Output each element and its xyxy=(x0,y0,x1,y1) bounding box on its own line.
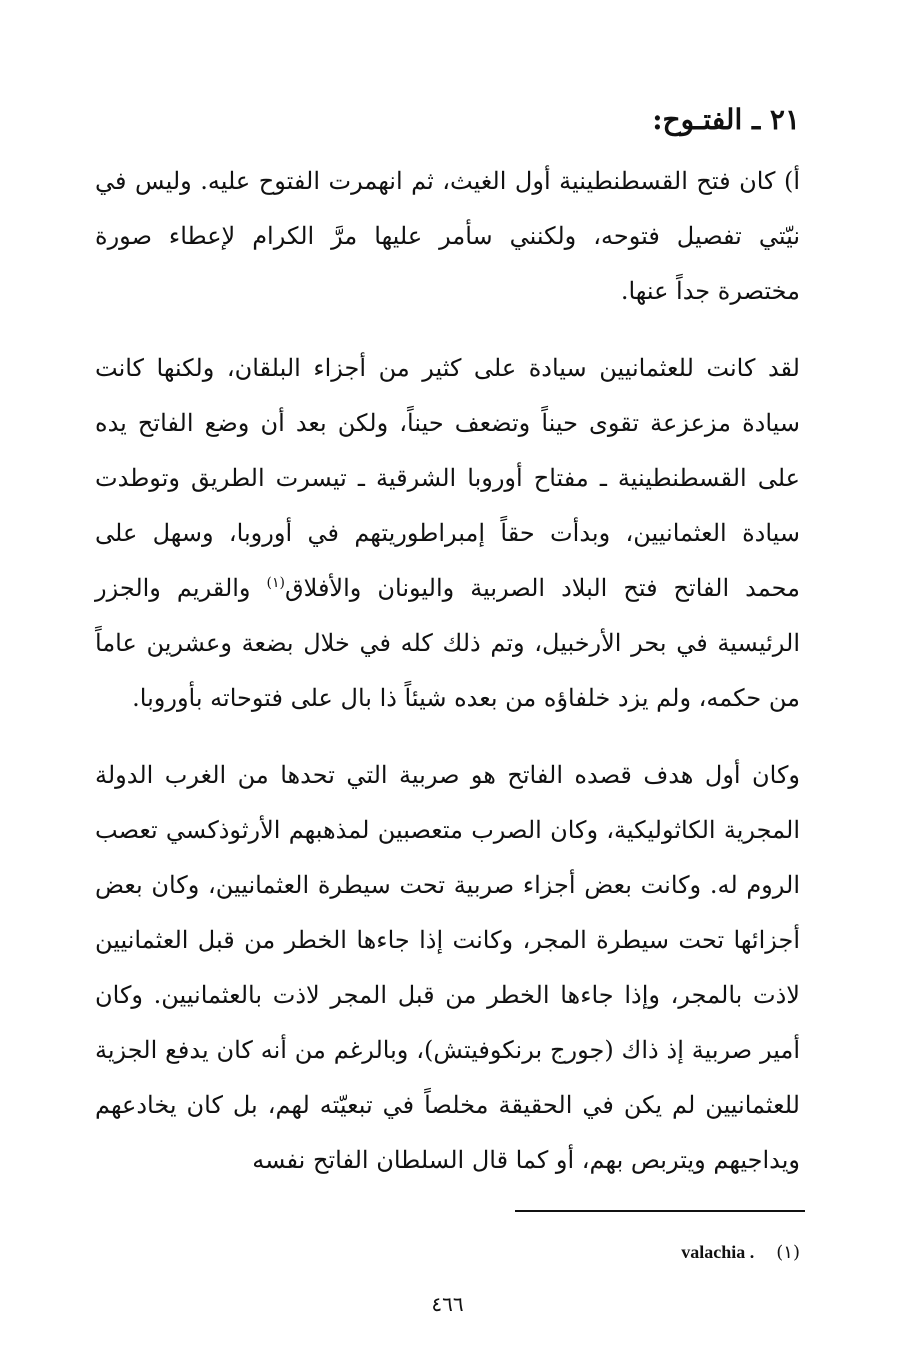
paragraph-2 xyxy=(95,341,800,726)
page-number: ٤٦٦ xyxy=(431,1292,464,1316)
section-heading: ٢١ ـ الفتـوح: xyxy=(652,103,800,136)
footnote xyxy=(681,1237,800,1268)
footnote-reference[interactable]: (١) xyxy=(266,575,286,591)
paragraph-1: أ) كان فتح القسطنطينية أول الغيث، ثم انهمرت الفتوح عليه. وليس في نيّتي تفصيل فتوحه، ولكنني سأمر عليها مرَّ الكرام لإعطاء صورة مختصرة جداً عنها. xyxy=(95,167,800,305)
paragraph-3: وكان أول هدف قصده الفاتح هو صربية التي تحدها من الغرب الدولة المجرية الكاثوليكية، وكان الصرب متعصبين لمذهبهم الأرثوذكسي تعصب الروم له. وكانت بعض أجزاء صربية تحت سيطرة العثمانيين، وكان بعض أجزائها تحت سيطرة المجر، وكانت إذا جاءها الخطر من قبل العثمانيين لاذت بالمجر، وإذا جاءها الخطر من قبل المجر لاذت بالعثمانيين. وكان أمير صربية إذ ذاك (جورج برنكوفيتش)، وبالرغم من أنه كان يدفع الجزية للعثمانيين لم يكن في الحقيقة مخلصاً في تبعيّته لهم، بل كان يخادعهم ويداجيهم ويتربص بهم، أو كما قال السلطان الفاتح نفسه xyxy=(95,761,800,1174)
paragraph-2-continuation: والقريم والجزر الرئيسية في بحر الأرخبيل، وتم ذلك كله في خلال بضعة وعشرين عاماً من حكمه، ولم يزد خلفاؤه من بعده شيئاً ذا بال على فتوحاته بأوروبا. xyxy=(95,574,800,712)
footnote-text: valachia . xyxy=(681,1242,755,1262)
paragraph-2-text: لقد كانت للعثمانيين سيادة على كثير من أجزاء البلقان، ولكنها كانت سيادة مزعزعة تقوى حيناً وتضعف حيناً، ولكن بعد أن وضع الفاتح يده على القسطنطينية ـ مفتاح أوروبا الشرقية ـ تيسرت الطريق وتوطدت سيادة العثمانيين، وبدأت حقاً إمبراطوريتهم في أوروبا، وسهل على محمد الفاتح فتح البلاد الصربية واليونان والأفلاق xyxy=(95,354,800,602)
footnote-marker: (١) xyxy=(776,1242,800,1263)
footnote-separator xyxy=(515,1210,805,1212)
page xyxy=(95,92,800,1352)
